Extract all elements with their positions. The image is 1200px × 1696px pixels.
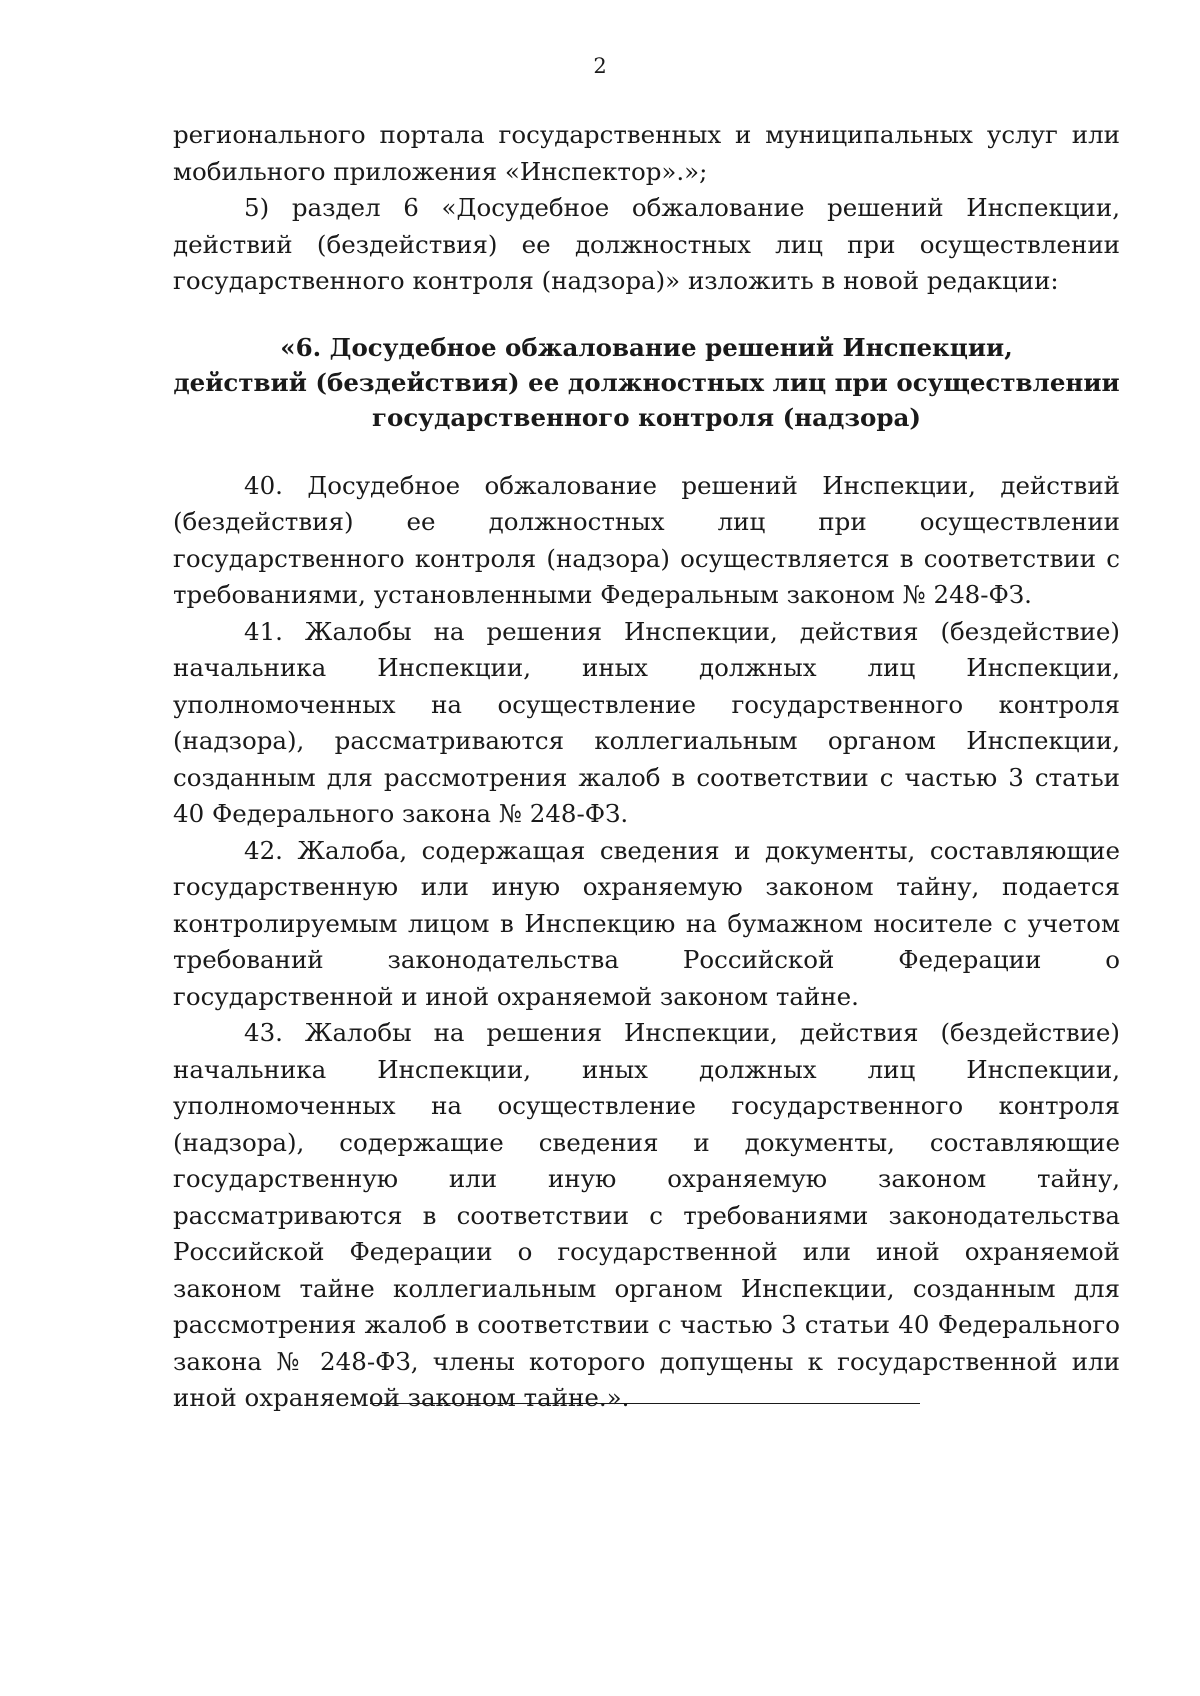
page-number: 2 — [593, 54, 607, 78]
amendment-item-5-paragraph: 5) раздел 6 «Досудебное обжалование решений Инспекции, действий (бездействия) ее должностных лиц при осуществлении государственного контроля (надзора)» изложить в новой редакции: — [173, 193, 1120, 295]
clause-41-paragraph: 41. Жалобы на решения Инспекции, действия (бездействие) начальника Инспекции, иных должных лиц Инспекции, уполномоченных на осуществление государственного контроля (надзора), рассматриваются коллегиальным органом Инспекции, созданным для рассмотрения жалоб в соответствии с частью 3 статьи 40 Федерального закона № 248-ФЗ. — [173, 616, 1120, 828]
clause-42-paragraph: 42. Жалоба, содержащая сведения и документы, составляющие государственную или иную охраняемую законом тайну, подается контролируемым лицом в Инспекцию на бумажном носителе с учетом требований законодательства Российской Федерации о государственной и иной охраняемой законом тайне. — [173, 835, 1120, 1011]
clause-43-paragraph: 43. Жалобы на решения Инспекции, действия (бездействие) начальника Инспекции, иных должных лиц Инспекции, уполномоченных на осуществление государственного контроля (надзора), содержащие сведения и документы, составляющие государственную или иную охраняемую законом тайну, рассматриваются в соответствии с требованиями законодательства Российской Федерации о государственной или иной охраняемой законом тайне коллегиальным органом Инспекции, созданным для рассмотрения жалоб в соответствии с частью 3 статьи 40 Федерального закона № 248-ФЗ, члены которого допущены к государственной или иной охраняемой законом тайне.». — [173, 1018, 1120, 1412]
document-body — [173, 117, 1120, 1417]
section-heading — [173, 330, 1120, 435]
section-heading-line-3: государственного контроля (надзора) — [372, 402, 921, 432]
clause-40-paragraph: 40. Досудебное обжалование решений Инспекции, действий (бездействия) ее должностных лиц при осуществлении государственного контроля (надзора) осуществляется в соответствии с требованиями, установленными Федеральным законом № 248-ФЗ. — [173, 470, 1120, 609]
section-heading-line-1: «6. Досудебное обжалование решений Инспекции, — [280, 332, 1013, 362]
section-heading-line-2: действий (бездействия) ее должностных лиц при осуществлении — [173, 367, 1120, 397]
intro-continuation-paragraph: регионального портала государственных и муниципальных услуг или мобильного приложения «Инспектор».»; — [173, 120, 1120, 186]
closing-divider-line — [370, 1403, 920, 1404]
